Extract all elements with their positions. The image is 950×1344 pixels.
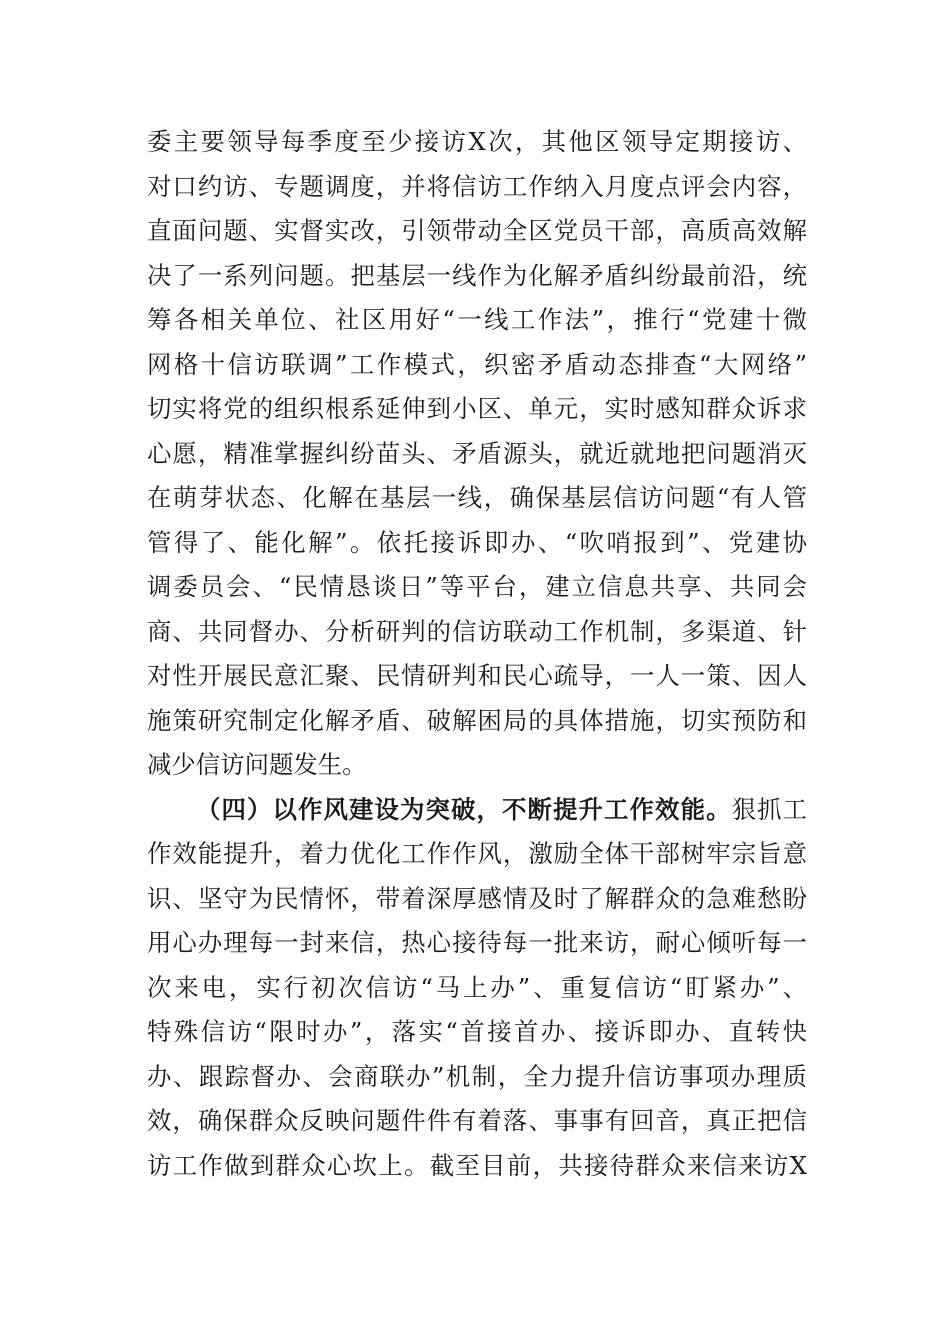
document-body (147, 120, 807, 1188)
section-heading-tail: 狠抓工 (731, 794, 807, 824)
section-heading-line (147, 788, 807, 833)
body-line: 管得了、能化解”。依托接诉即办、“吹哨报到”、党建协 (147, 527, 807, 557)
body-line: 网格十信访联调”工作模式，织密矛盾动态排查“大网络” (147, 349, 807, 379)
body-line: 对性开展民意汇聚、民情研判和民心疏导，一人一策、因人 (147, 661, 807, 690)
body-line: 商、共同督办、分析研判的信访联动工作机制，多渠道、针 (147, 616, 807, 646)
body-line: 减少信访问题发生。 (147, 750, 367, 779)
body-line: 筹各相关单位、社区用好“一线工作法”，推行“党建十微 (147, 305, 807, 334)
body-line: 决了一系列问题。把基层一线作为化解矛盾纠纷最前沿，统 (147, 260, 807, 290)
body-line: 施策研究制定化解矛盾、破解困局的具体措施，切实预防和 (147, 705, 807, 735)
body-line: 效，确保群众反映问题件件有着落、事事有回音，真正把信 (147, 1106, 807, 1135)
body-line: 在萌芽状态、化解在基层一线，确保基层信访问题“有人管 (147, 483, 807, 512)
body-line: 次来电，实行初次信访“马上办”、重复信访“盯紧办”、 (147, 972, 807, 1002)
body-line: 切实将党的组织根系延伸到小区、单元，实时感知群众诉求 (147, 394, 807, 423)
body-line: 访工作做到群众心坎上。截至目前，共接待群众来信来访X (147, 1150, 807, 1180)
body-line: 心愿，精准掌握纠纷苗头、矛盾源头，就近就地把问题消灭 (147, 438, 807, 468)
body-line: 直面问题、实督实改，引领带动全区党员干部，高质高效解 (147, 216, 807, 245)
body-line: 作效能提升，着力优化工作作风，激励全体干部树牢宗旨意 (147, 839, 807, 868)
body-line: 用心办理每一封来信，热心接待每一批来访，耐心倾听每一 (147, 928, 807, 957)
body-line: 特殊信访“限时办”，落实“首接首办、接诉即办、直转快 (147, 1017, 807, 1046)
body-line: 对口约访、专题调度，并将信访工作纳入月度点评会内容， (147, 171, 807, 201)
body-line: 办、跟踪督办、会商联办”机制，全力提升信访事项办理质 (147, 1061, 807, 1091)
body-line: 识、坚守为民情怀，带着深厚感情及时了解群众的急难愁盼 (147, 883, 807, 913)
body-line: 委主要领导每季度至少接访X次，其他区领导定期接访、 (147, 127, 807, 156)
section-heading: （四）以作风建设为突破，不断提升工作效能。 (196, 794, 732, 824)
body-line: 调委员会、“民情恳谈日”等平台，建立信息共享、共同会 (147, 572, 807, 601)
